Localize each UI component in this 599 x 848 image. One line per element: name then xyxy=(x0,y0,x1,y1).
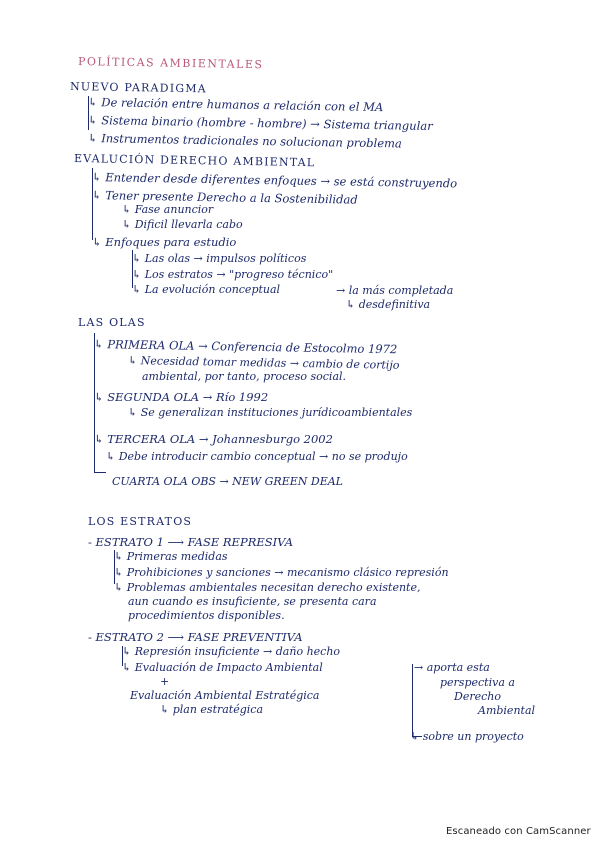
note-line: → la más completada xyxy=(336,284,454,297)
scanner-watermark: Escaneado con CamScanner xyxy=(446,826,591,837)
note-line: ↳ plan estratégica xyxy=(160,703,264,716)
note-line: → aporta esta xyxy=(414,661,490,674)
note-line: ↳ Tener presente Derecho a la Sostenibilidad xyxy=(91,188,358,207)
note-line: ↳ Prohibiciones y sanciones → mecanismo clásico represión xyxy=(114,566,449,579)
note-line: ↳ Debe introducir cambio conceptual → no se produjo xyxy=(106,450,408,463)
note-line: ↳ Primeras medidas xyxy=(114,550,228,563)
note-line: ↳ Necesidad tomar medidas → cambio de cortijo xyxy=(127,354,400,372)
section-heading-las-olas: LAS OLAS xyxy=(78,316,146,329)
section-heading-los-estratos: LOS ESTRATOS xyxy=(88,515,193,528)
note-line: ↳ Sistema binario (hombre - hombre) → Sistema triangular xyxy=(87,113,433,134)
note-line: ↳ sobre un proyecto xyxy=(410,730,524,743)
note-line: ↳ Problemas ambientales necesitan derecho existente, xyxy=(114,581,421,594)
note-line: ↳ Instrumentos tradicionales no solucionan problema xyxy=(87,131,402,151)
note-line: ↳ Enfoques para estudio xyxy=(92,235,237,249)
estrato-2-heading: - ESTRATO 2 ⟶ FASE PREVENTIVA xyxy=(88,630,303,644)
note-line: aun cuando es insuficiente, se presenta cara xyxy=(128,595,377,608)
note-line: ↳ Evaluación de Impacto Ambiental xyxy=(122,661,323,674)
note-line: ↳ Dificil llevarla cabo xyxy=(122,218,243,231)
note-line: perspectiva a xyxy=(440,676,515,689)
note-line: ambiental, por tanto, proceso social. xyxy=(142,370,347,383)
note-line: ↳ PRIMERA OLA → Conferencia de Estocolmo 1972 xyxy=(93,337,398,357)
note-line: ↳ Represión insuficiente → daño hecho xyxy=(122,645,341,658)
note-line: ↳ Los estratos → "progreso técnico" xyxy=(132,268,334,281)
note-line: Ambiental xyxy=(478,704,536,717)
note-line: ↳ Las olas → impulsos políticos xyxy=(132,252,307,265)
bracket-line xyxy=(412,664,413,736)
note-line: Derecho xyxy=(454,690,501,703)
note-line: CUARTA OLA OBS → NEW GREEN DEAL xyxy=(112,475,343,488)
note-line: ↳ La evolución conceptual xyxy=(132,283,281,296)
note-line: procedimientos disponibles. xyxy=(128,609,285,622)
note-line: + xyxy=(160,675,170,688)
page-title: POLÍTICAS AMBIENTALES xyxy=(77,55,264,72)
note-line: ↳ SEGUNDA OLA → Río 1992 xyxy=(94,390,269,404)
note-line: ↳ Se generalizan instituciones jurídicoambientales xyxy=(128,406,413,419)
note-line: Evaluación Ambiental Estratégica xyxy=(130,689,320,702)
note-line: ↳ De relación entre humanos a relación con el MA xyxy=(87,95,384,115)
bracket-line xyxy=(94,472,106,473)
section-heading-evolucion: EVALUCIÓN DERECHO AMBIENTAL xyxy=(73,152,316,170)
note-line: ↳ desdefinitiva xyxy=(346,298,431,311)
section-heading-nuevo-paradigma: NUEVO PARADIGMA xyxy=(69,80,208,96)
note-line: ↳ Fase anuncior xyxy=(122,203,214,216)
estrato-1-heading: - ESTRATO 1 ⟶ FASE REPRESIVA xyxy=(88,535,293,549)
note-line: ↳ Entender desde diferentes enfoques → se está construyendo xyxy=(91,170,458,191)
note-line: ↳ TERCERA OLA → Johannesburgo 2002 xyxy=(94,432,333,446)
